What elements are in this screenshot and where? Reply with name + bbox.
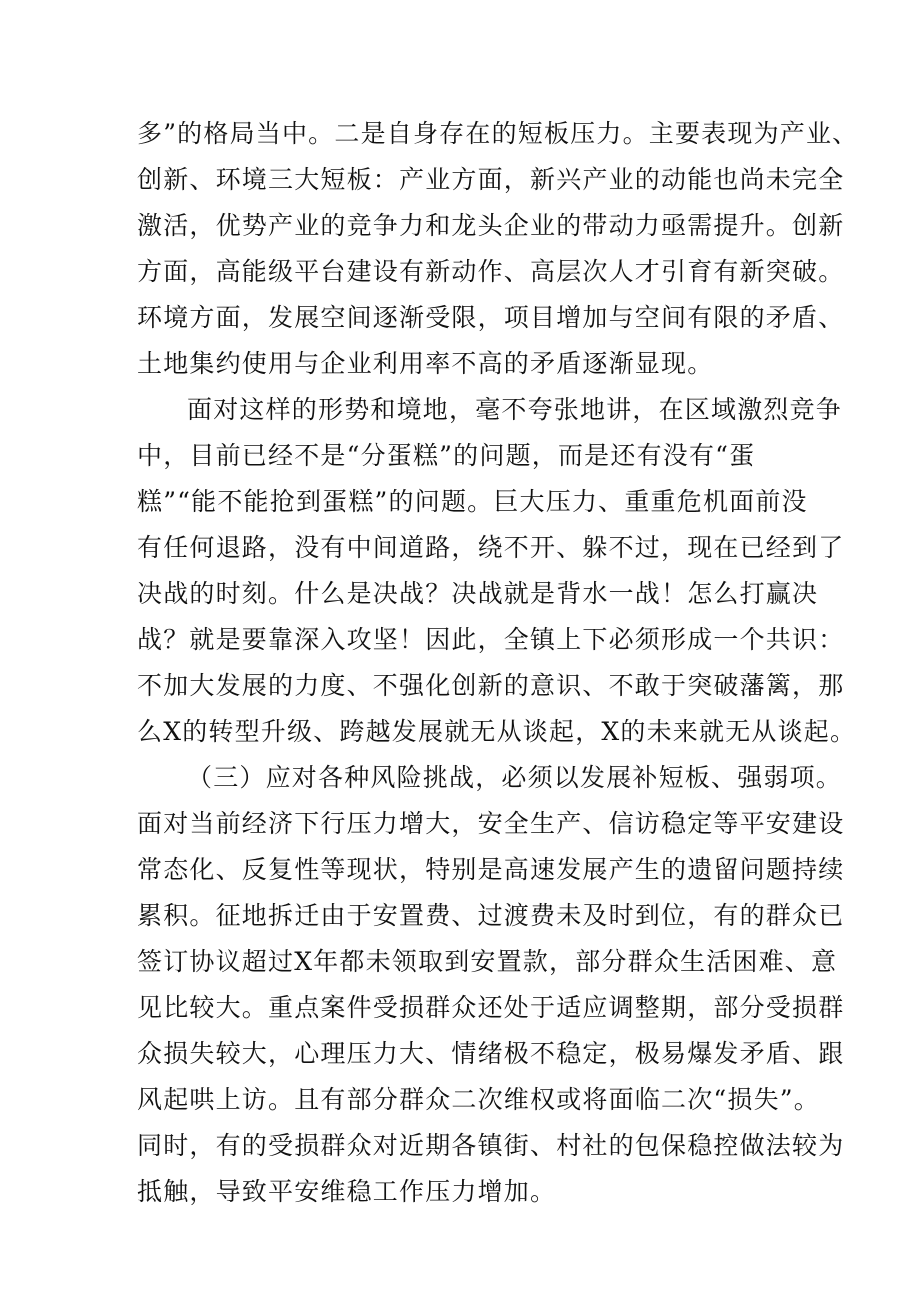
text-line: 战？就是要靠深入攻坚！因此，全镇上下必须形成一个共识：: [137, 625, 845, 654]
text-line: 环境方面，发展空间逐渐受限，项目增加与空间有限的矛盾、: [137, 303, 845, 332]
text-line: 签订协议超过X年都未领取到安置款，部分群众生活困难、意: [137, 947, 838, 976]
text-line: 方面，高能级平台建设有新动作、高层次人才引育有新突破。: [137, 257, 845, 286]
text-line: 有任何退路，没有中间道路，绕不开、躲不过，现在已经到了: [137, 533, 845, 562]
text-line: 土地集约使用与企业利用率不高的矛盾逐渐显现。: [137, 349, 714, 378]
text-line: 不加大发展的力度、不强化创新的意识、不敢于突破藩篱，那: [137, 671, 845, 700]
text-line: 糕”“能不能抢到蛋糕”的问题。巨大压力、重重危机面前没: [137, 487, 808, 516]
text-line: 风起哄上访。且有部分群众二次维权或将面临二次“损失”。: [137, 1085, 820, 1114]
text-line: 累积。征地拆迁由于安置费、过渡费未及时到位，有的群众已: [137, 901, 845, 930]
text-line: 众损失较大，心理压力大、情绪极不稳定，极易爆发矛盾、跟: [137, 1039, 845, 1068]
text-line: 激活，优势产业的竞争力和龙头企业的带动力亟需提升。创新: [137, 211, 845, 240]
text-line: 多”的格局当中。二是自身存在的短板压力。主要表现为产业、: [137, 119, 859, 148]
text-line: 同时，有的受损群众对近期各镇街、村社的包保稳控做法较为: [137, 1131, 845, 1160]
text-line: 常态化、反复性等现状，特别是高速发展产生的遗留问题持续: [137, 855, 845, 884]
text-line: 决战的时刻。什么是决战？决战就是背水一战！怎么打赢决: [137, 579, 819, 608]
text-line: 抵触，导致平安维稳工作压力增加。: [137, 1177, 557, 1206]
text-line: 么X的转型升级、跨越发展就无从谈起，X的未来就无从谈起。: [137, 717, 857, 746]
text-line: 面对当前经济下行压力增大，安全生产、信访稳定等平安建设: [137, 809, 845, 838]
text-line: 见比较大。重点案件受损群众还处于适应调整期，部分受损群: [137, 993, 845, 1022]
text-line: 面对这样的形势和境地，毫不夸张地讲，在区域激烈竞争: [187, 395, 843, 424]
section-heading: （三）应对各种风险挑战，必须以发展补短板、强弱项。: [187, 763, 843, 792]
text-line: 中，目前已经不是“分蛋糕”的问题，而是还有没有“蛋: [137, 441, 756, 470]
text-line: 创新、环境三大短板：产业方面，新兴产业的动能也尚未完全: [137, 165, 845, 194]
